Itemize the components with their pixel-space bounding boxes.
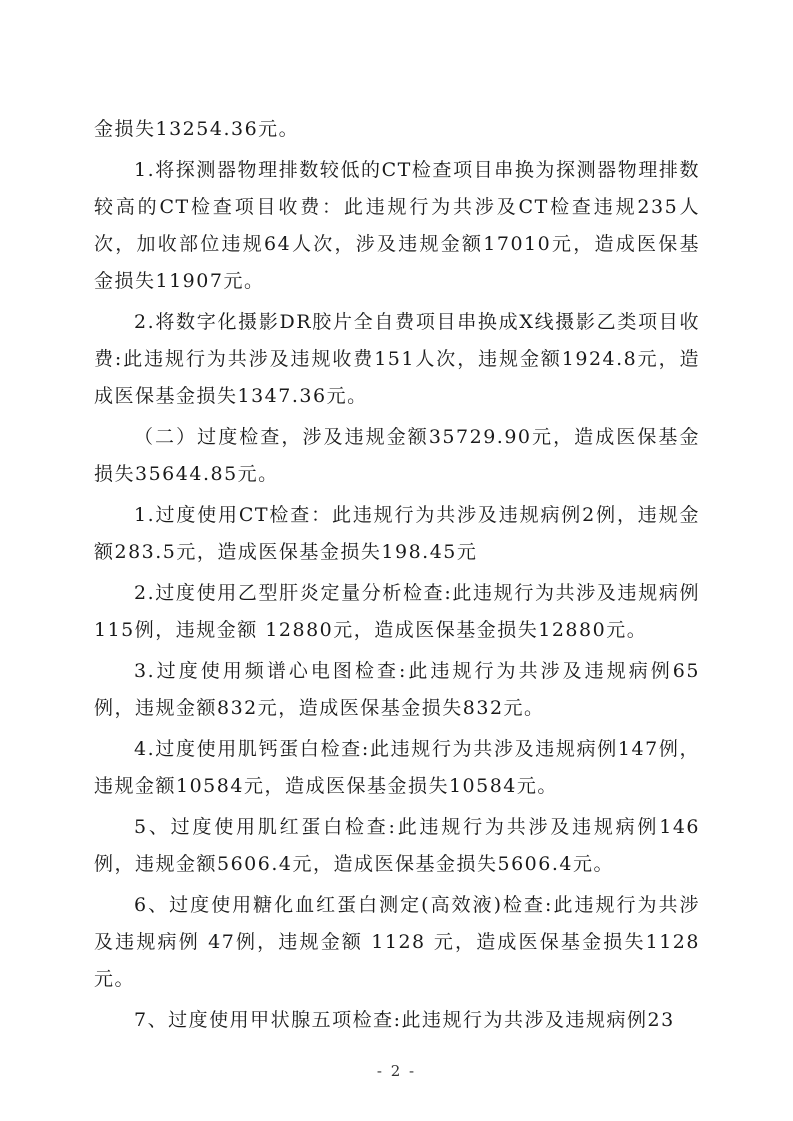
document-body <box>94 111 700 1043</box>
paragraph: 1.将探测器物理排数较低的CT检查项目串换为探测器物理排数较高的CT检查项目收费：此违规行为共涉及CT检查违规235人次，加收部位违规64人次，涉及违规金额17010元，造成医保基金损失11907元。 <box>94 159 700 292</box>
paragraph: 1.过度使用CT检查：此违规行为共涉及违规病例2例，违规金额283.5元，造成医保基金损失198.45元 <box>94 504 700 563</box>
paragraph: 2.将数字化摄影DR胶片全自费项目串换成X线摄影乙类项目收费:此违规行为共涉及违规收费151人次，违规金额1924.8元，造成医保基金损失1347.36元。 <box>94 311 700 407</box>
paragraph: 4.过度使用肌钙蛋白检查:此违规行为共涉及违规病例147例，违规金额10584元，造成医保基金损失10584元。 <box>94 738 700 797</box>
paragraph: 6、过度使用糖化血红蛋白测定(高效液)检查:此违规行为共涉及违规病例 47例，违规金额 1128 元，造成医保基金损失1128元。 <box>94 894 700 990</box>
paragraph: 2.过度使用乙型肝炎定量分析检查:此违规行为共涉及违规病例 115例，违规金额 12880元，造成医保基金损失12880元。 <box>94 582 700 641</box>
paragraph: 3.过度使用频谱心电图检查:此违规行为共涉及违规病例65例，违规金额832元，造成医保基金损失832元。 <box>94 660 700 719</box>
paragraph: 7、过度使用甲状腺五项检查:此违规行为共涉及违规病例23 <box>134 1009 675 1031</box>
paragraph: 5、过度使用肌红蛋白检查:此违规行为共涉及违规病例146例，违规金额5606.4元，造成医保基金损失5606.4元。 <box>94 816 700 875</box>
page-number: - 2 - <box>376 1062 417 1080</box>
paragraph: （二）过度检查，涉及违规金额35729.90元，造成医保基金损失35644.85元。 <box>94 426 700 485</box>
paragraph: 金损失13254.36元。 <box>94 118 300 140</box>
